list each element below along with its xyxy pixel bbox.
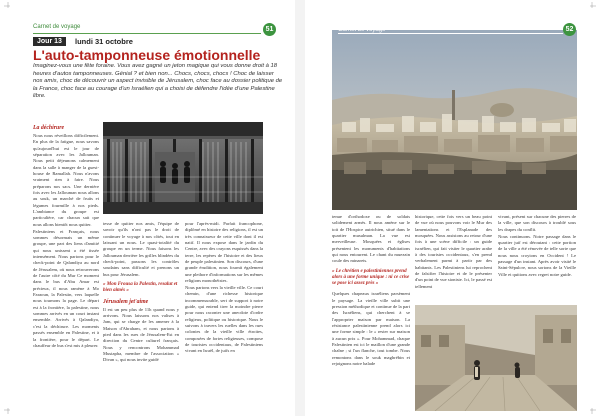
subhead-dechirure: La déchirure (33, 125, 65, 131)
paragraph: tenue d'orthodoxe ou de soldats solidement armés. Il nous amène sur le toit de l'Hospice autrichien, situé dans le quartier musulman. La vue est merveilleuse. Mosquées et églises présentent les monuments d'habitations qui nous entourent. Le chant du muezzin coule des minarets. (332, 214, 410, 264)
jerusalem-panorama-image (332, 30, 577, 210)
section-rule (338, 33, 563, 34)
section-label: Carnet de voyage (338, 27, 386, 33)
day-tag: Jour 13 (33, 37, 66, 46)
page-number: 52 (563, 23, 576, 36)
street-photo (415, 305, 577, 411)
article-title: L'auto-tamponneuse émotionnelle (33, 47, 261, 63)
checkpoint-photo (103, 122, 263, 214)
left-column-3 (185, 221, 263, 355)
crop-mark-icon (4, 2, 12, 10)
paragraph: Il est un peu plus de 11h quand nous y arrivons. Nous laissons nos valises à Jam, qui se charge de les amener à la Maison d'Abraham, et nous partons à pied dans les rues de Jérusalem-Est en direction du Centre culturel français. Nous y rencontrons Mohammad Mustapha, membre de l'association « Divan », qui nous invite guidé (103, 306, 179, 363)
paragraph: pour l'après-midi. Parfait francophone, diplômé en histoire des religions, il est un très connaisseur de cette ville dont il est natif. Il nous expose dans le jardin du Centre, avec des crayons esquissés dans la terre, les repères de l'histoire et des lieux de peuple palestinien. Son discours, d'une grande érudition, nous fournit également une plethore d'informations sur les mêmes religions monothéistes. (185, 221, 263, 284)
page-number: 51 (263, 23, 276, 36)
left-page (0, 0, 295, 416)
crop-mark-icon (4, 406, 12, 414)
paragraph: Nous partons vers la vieille ville. Ce court chemin, d'une richesse historique incommensurable, sert de support à notre guide, qui entend tirer la moindre pierre pour nous raconter une anecdote d'ordre religieux, politique ou historique. Nous le suivons à travers les ruelles dans les rues colonies de la vieille ville étroites, composées de fortes religieuses, compose de touristes occidentaux, de Palestiniens vivant en Israël, de juifs en (185, 284, 263, 354)
subhead-jerusalem: Jérusalem jet'aime (103, 298, 149, 305)
paragraph: historique, cette fois vers un beau point de vue où nous pouvons voir le Mur des lamentations et l'Esplanade des mosquées. Nous assistons au retour d'une fois à une scène difficile : un guide israélien, qui fait visiter le quartier arabe à des touristes occidentaux, s'en prend verbalement parmi à partir par des habitants. Les Palestiniens lui reprochent de falsifier l'histoire et de le présenter d'un point de vue sioniste. Ici, le passé est tellement (415, 214, 492, 289)
paragraph: Quelques chapeaux israéliens parsèment le paysage. La vieille ville subit une pression méthodique et continue de la part des Israéliens, qui cherchent à se l'approprier maison par maison. La résistance palestinienne prend alors ici une forme simple : le « rester sur maison à aucun prix ». Pour Mohammad, chaque Palestinien est ici le maillon d'une grande chaîne ; si l'un flanche, tout tombe. Nous remontons dans le souk maghrébin et rejoignons notre balade (332, 291, 410, 367)
paragraph: vivant, présent sur chacune des pierres de la ville, que son discours à troublé sous les drapes du conflit. (498, 214, 576, 232)
right-column-2 (415, 214, 492, 291)
crop-mark-icon (588, 2, 596, 10)
right-column-3 (498, 214, 576, 278)
left-column-2 (103, 221, 179, 364)
right-column-1 (332, 214, 410, 368)
pull-quote: « Mon Frousa la Palestin, resalut et bien aimés » (103, 282, 178, 294)
paragraph: Palestiniens et Français, nous sommes désormais un même groupe, une part des liens d'amitié qui nous unissent a été tissée intensément. Nous partons pour le check-point de Qalandiya au nord de Jérusalem, où nous retrouverons de l'autre côté du Mur Ce moment dans le bus d'Abu Amar est précieux, il nous ramène à Mo Faraoun, la Palestin, vers laquelle nous tournons la page. Le départ est à la frontière, la palestine, nous sommes arrivés en un court instant ensemble. Arrivés à Qalandiya, c'est la déchirure. Les moments passés ensemble en Palestine, et à la frontière, pour le départ. Le chauffeur de bus s'est mis à pleurer. (33, 228, 99, 348)
street-photo-image (415, 305, 577, 411)
section-label: Carnet de voyage (33, 24, 81, 30)
article-lead: Imaginez-vous une fête foraine. Vous avez gagné un jeton magique qui vous donne droit à 18 heures d'autos tamponneuses. Génial ? et bien non... Chocs, chocs, chocs ! Choc de laisser nos amis, choc de découvrir un aspect invisible de Jérusalem, choc face au dossier politique de la France, choc face au courage d'un Israélien qui a choisi de défendre l'idée d'une Palestine libre. (33, 63, 283, 100)
left-column-1 (33, 124, 99, 350)
paragraph: Nous nous réveillons difficilement. En plus de la fatigue, nous savons qu'aujourd'hui est le jour de séparation avec les Jallouman. Nous petit déjeunons calmement dans la salle à manger de la guest-house de Ramallah. Nous n'avons vraiment rien à faire. Nous préparons nos sacs. Une dernière fois avec les Jallouman nous allons au souk, un marché de fruits et légumes fourmille à nos pieds. L'ambiance du groupe est particulière, car chacun sait que nous allons bientôt nous quitter. (33, 133, 99, 227)
right-page (305, 0, 600, 416)
section-rule (33, 33, 261, 34)
day-date: lundi 31 octobre (75, 37, 133, 46)
pull-quote: « Le chrétien e palestiniennes prend alors à une forme unique : ni ce crise se pose ici assez près » (332, 268, 410, 287)
paragraph: tesse de quitter nos amis, l'équipe de savoir qu'ils n'ont pas le droit de continuer le voyage à nos côtés, tout en laissant un nous. Le quasi-totalité du groupe en un terme. Nous faisons les Jallouman derrière les grilles blindées du check-point, passons les contrôles soudains sans difficulté et prenons un bus pour Jérusalem. (103, 221, 179, 277)
jerusalem-panorama-photo (332, 30, 577, 210)
checkpoint-photo-image (103, 122, 263, 214)
paragraph: Nous continuons. Notre passage dans le quartier juif est déroutant : cette portion de la ville a été rénovée de telle sorte que nous nous croyions en Occident ! Le passage d'un instant. Après avoir visité le Saint-Sépulcre, nous sortons de la Vieille Ville et quittons avec regret notre guide. (498, 233, 576, 277)
crop-mark-icon (588, 406, 596, 414)
page-gutter (295, 0, 305, 416)
